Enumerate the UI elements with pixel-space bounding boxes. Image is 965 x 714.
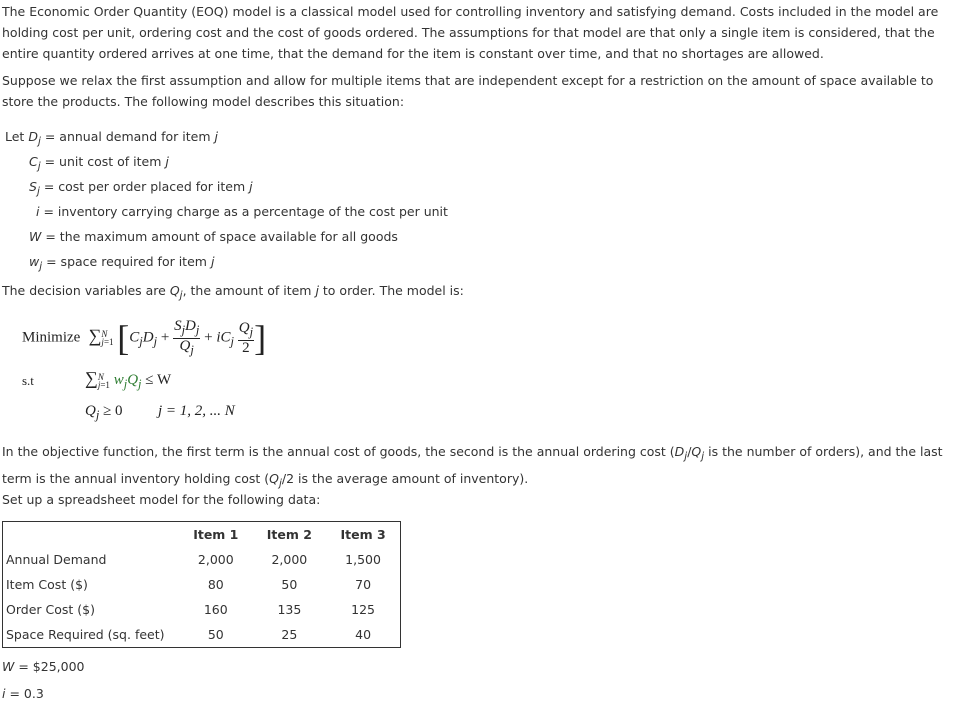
max-space-value: W = $25,000: [2, 659, 85, 674]
table-row: [3, 547, 401, 572]
row-label-space-required: Space Required (sq. feet): [6, 627, 165, 642]
objective-explanation: In the objective function, the first term is the annual cost of goods, the second is the annual ordering cost ($D_j/Q_j$ is the number of orders), and the last term is the annual inventory holding cost ($Q_j/2$ is the average amount of inventory).: [2, 444, 943, 489]
spreadsheet-instruction: Set up a spreadsheet model for the following data:: [2, 492, 321, 507]
table-cell: 125: [351, 602, 375, 617]
table-cell: 1,500: [345, 552, 381, 567]
table-row: [3, 622, 401, 648]
row-label-order-cost: Order Cost ($): [6, 602, 95, 617]
table-cell: 2,000: [271, 552, 308, 567]
carrying-charge-value: i = 0.3: [2, 686, 44, 701]
subject-to-label: s.t: [22, 373, 34, 388]
table-cell: 2,000: [197, 552, 234, 567]
table-cell: 160: [203, 602, 228, 617]
index-range: j = 1, 2, ... N: [158, 403, 235, 419]
table-header-item-1: Item 1: [193, 527, 239, 542]
definition-order-cost: $S_j = \cos t$ per order placed for item j: [29, 179, 253, 198]
decision-variables-sentence: The decision variables are $Q_j$, the amount of item j to order. The model is:: [2, 283, 464, 302]
definition-space-required: $w_j$ = space required for item j: [29, 254, 215, 273]
intro-paragraph-2: Suppose we relax the first assumption and allow for multiple items that are independent except for a restriction on the amount of space available to store the products. The following model describes this situation:: [2, 73, 934, 109]
table-cell: 70: [355, 577, 372, 592]
space-constraint: ∑N j=1 $w_jQ_j \le W$: [85, 368, 172, 391]
definition-unit-cost: $C_j$ = unit cost of item j: [29, 154, 169, 173]
table-cell: 80: [207, 577, 224, 592]
table-header-item-2: Item 2: [266, 527, 312, 542]
table-cell: 40: [355, 627, 372, 642]
nonnegativity-constraint: $Q_j \ge 0$: [85, 403, 123, 422]
definition-max-space: W = the maximum amount of space available for all goods: [29, 229, 398, 244]
definition-carrying-charge: i = inventory carrying charge as a percentage of the cost per unit: [36, 204, 448, 219]
intro-paragraph-1: The Economic Order Quantity (EOQ) model is a classical model used for controlling inventory and satisfying demand. Costs included in the model are holding cost per unit, ordering cost and the cost of goods ordered. The assumptions for that model are that only a single item is considered, that the entire quantity ordered arrives at one time, that the demand for the item is constant over time, and that no shortages are allowed.: [2, 4, 939, 61]
table-cell: 50: [207, 627, 224, 642]
table-cell: 50: [281, 577, 298, 592]
row-label-annual-demand: Annual Demand: [6, 552, 107, 567]
definition-demand: Let $D_j$ = annual demand for item j: [5, 129, 218, 148]
table-header-item-3: Item 3: [340, 527, 386, 542]
table-header-row: [3, 522, 401, 548]
table-cell: 25: [281, 627, 298, 642]
row-label-item-cost: Item Cost ($): [6, 577, 88, 592]
table-cell: 135: [277, 602, 302, 617]
table-row: [3, 597, 401, 622]
table-header-blank: [3, 522, 180, 548]
objective-function: Minimize ∑N j=1 [$C_jD_j$ + $\frac{S_jD_j}{Q_j}$ + $iC_j$ $\frac{Q_j}{2}$ ]: [22, 317, 267, 358]
item-data-table: [2, 521, 401, 648]
table-row: [3, 572, 401, 597]
